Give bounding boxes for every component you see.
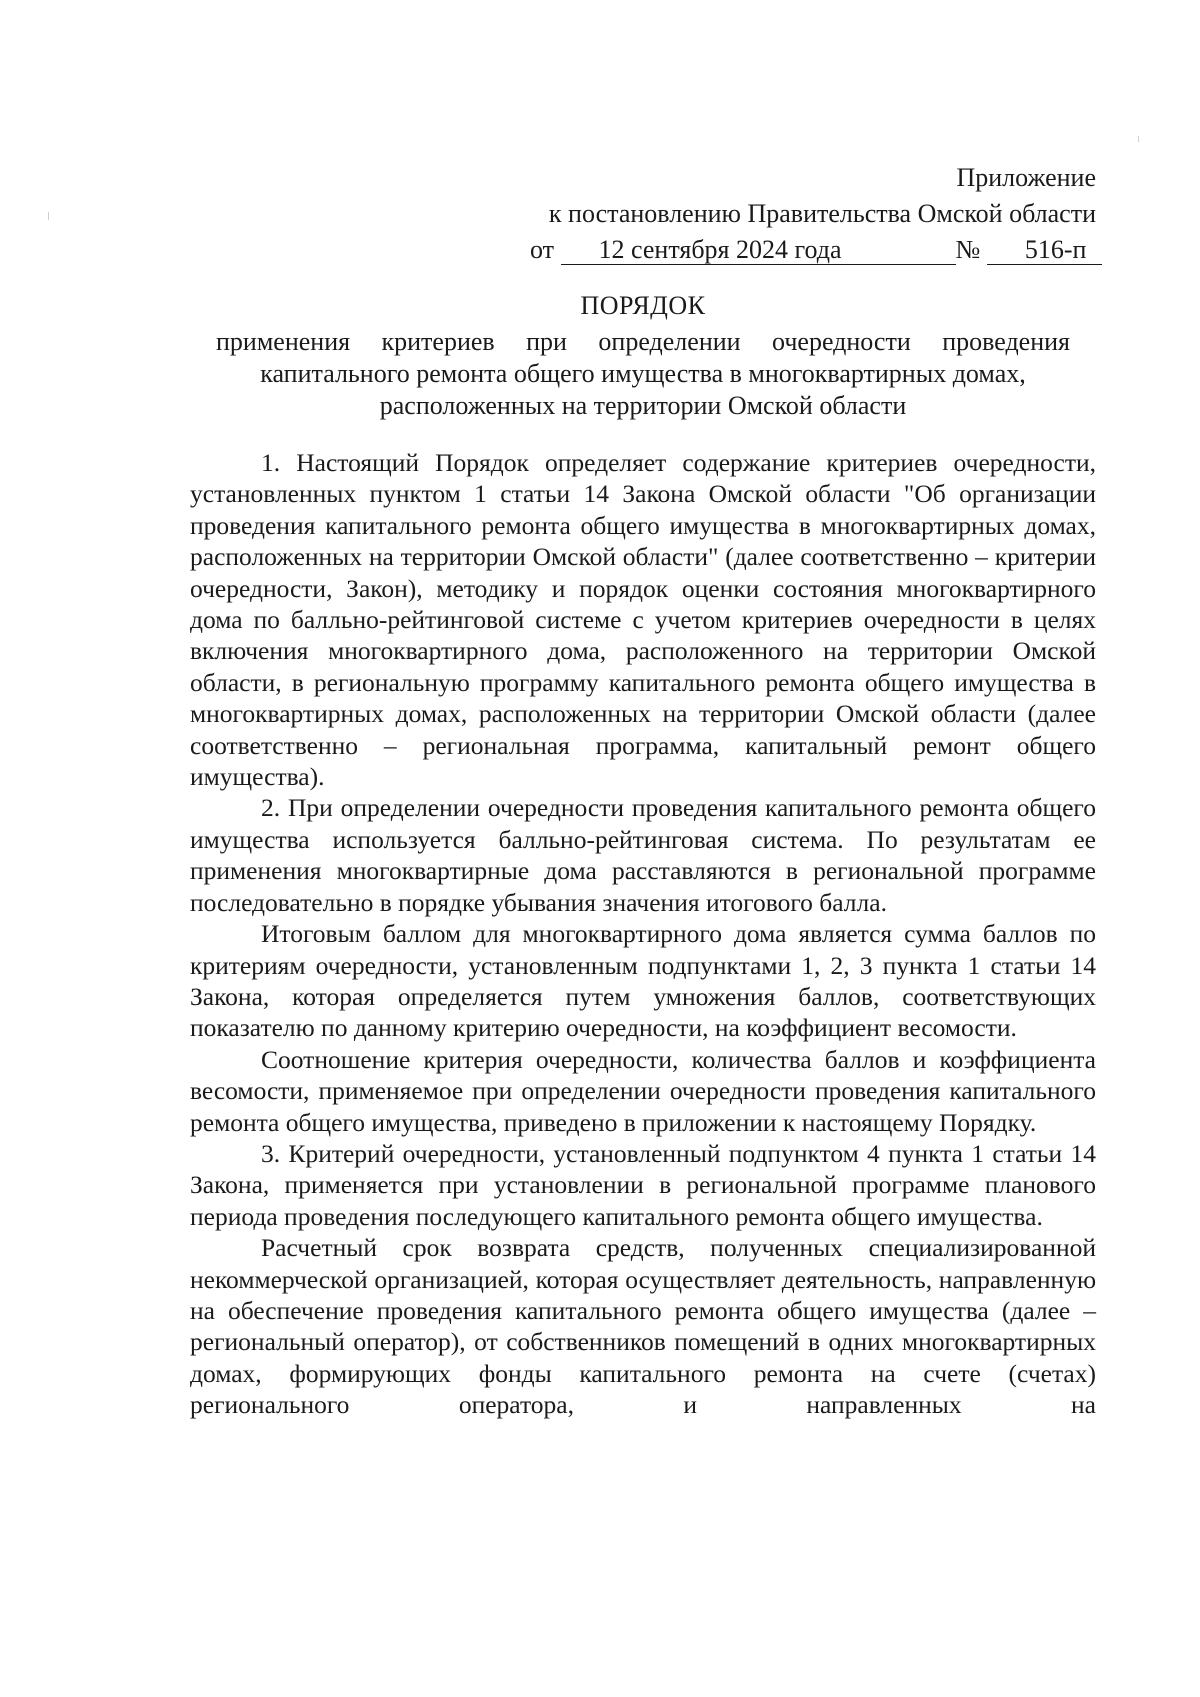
paragraph: Итоговым баллом для многоквартирного дома является сумма баллов по критериям очередности, установленным подпунктами 1, 2, 3 пункта 1 статьи 14 Закона, которая определяется путем умножения баллов, соответствующих показателю по данному критерию очередности, на коэффициент весомости.: [190, 919, 1096, 1043]
scan-artifact: [1138, 136, 1139, 142]
resolution-date-line: [470, 232, 1096, 268]
subtitle-line: расположенных на территории Омской области: [379, 391, 907, 420]
resolution-reference: к постановлению Правительства Омской области: [548, 199, 1096, 228]
document-title: ПОРЯДОК: [580, 291, 706, 320]
paragraph: 3. Критерий очередности, установленный подпунктом 4 пункта 1 статьи 14 Закона, применяется при установлении в региональной программе планового периода проведения последующего капитального ремонта общего имущества.: [190, 1138, 1096, 1231]
subtitle-line: применения критериев при определении очередности проведения: [216, 327, 1070, 356]
document-body: [190, 447, 1096, 1421]
appendix-label: Приложение: [956, 163, 1096, 192]
number-label: №: [955, 235, 981, 264]
paragraph: Соотношение критерия очередности, количества баллов и коэффициента весомости, применяемое при определении очередности проведения капитального ремонта общего имущества, приведено в приложении к настоящему Порядку.: [190, 1044, 1096, 1137]
resolution-number: 516-п: [987, 236, 1102, 265]
document-title-block: [190, 290, 1096, 422]
from-label: от: [530, 235, 555, 264]
resolution-date: 12 сентября 2024 года: [561, 236, 956, 265]
paragraph: 1. Настоящий Порядок определяет содержание критериев очередности, установленных пунктом 1 статьи 14 Закона Омской области "Об организации проведения капитального ремонта общего имущества в многоквартирных домах, расположенных на территории Омской области" (далее соответственно – критерии очередности, Закон), методику и порядок оценки состояния многоквартирного дома по балльно-рейтинговой системе с учетом критериев очередности в целях включения многоквартирного дома, расположенного на территории Омской области, в региональную программу капитального ремонта общего имущества в многоквартирных домах, расположенных на территории Омской области (далее соответственно – региональная программа, капитальный ремонт общего имущества).: [190, 448, 1096, 792]
paragraph: 2. При определении очередности проведения капитального ремонта общего имущества используется балльно-рейтинговая система. По результатам ее применения многоквартирные дома расставляются в региональной программе последовательно в порядке убывания значения итогового балла.: [190, 793, 1096, 917]
paragraph: Расчетный срок возврата средств, полученных специализированной некоммерческой организацией, которая осуществляет деятельность, направленную на обеспечение проведения капитального ремонта общего имущества (далее – региональный оператор), от собственников помещений в одних многоквартирных домах, формирующих фонды капитального ремонта на счете (счетах) регионального оператора, и направленных на: [190, 1233, 1096, 1420]
subtitle-line: капитального ремонта общего имущества в многоквартирных домах,: [260, 359, 1026, 388]
appendix-header: [470, 160, 1096, 268]
scan-artifact: [48, 212, 49, 220]
